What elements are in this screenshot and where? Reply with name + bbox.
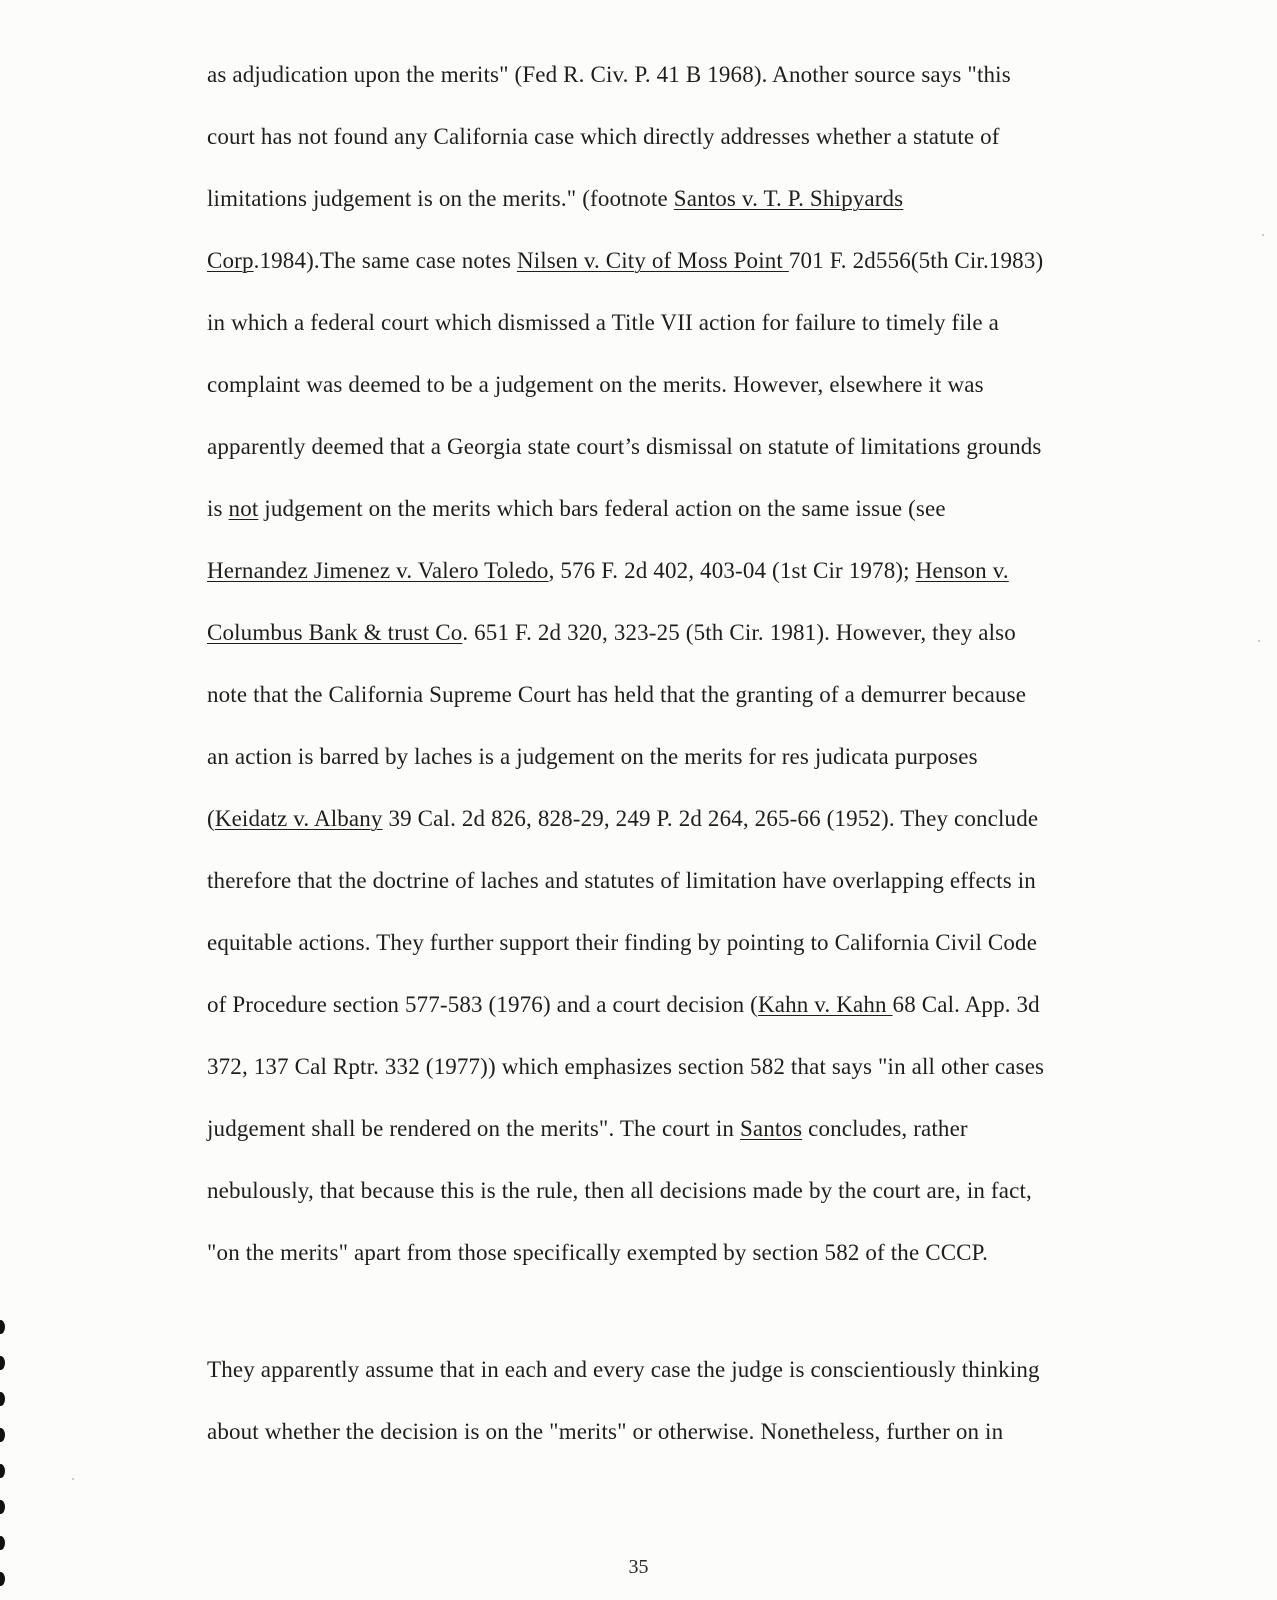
underlined-citation: Columbus Bank & trust Co [207,620,463,645]
text-line [207,1176,1032,1206]
text-segment: . 651 F. 2d 320, 323-25 (5th Cir. 1981). However, they also [462,620,1016,645]
text-line [207,1114,968,1144]
text-line [207,742,978,772]
text-segment: of Procedure section 577-583 (1976) and a court decision ( [207,992,758,1017]
text-segment: , 576 F. 2d 402, 403-04 (1st Cir 1978); [548,558,916,583]
text-segment: therefore that the doctrine of laches and statutes of limitation have overlapping effects in [207,868,1036,893]
text-segment: complaint was deemed to be a judgement on the merits. However, elsewhere it was [207,372,984,397]
text-segment: as adjudication upon the merits" (Fed R. Civ. P. 41 B 1968). Another source says "this [207,62,1011,87]
text-line [207,308,999,338]
text-line [207,804,1038,834]
text-line [207,432,1042,462]
underlined-citation: Henson v. [915,558,1009,583]
text-line [207,246,1043,276]
text-segment: is [207,496,229,521]
underlined-citation: Hernandez Jimenez v. Valero Toledo [207,558,549,583]
underlined-citation: Santos v. T. P. Shipyards [673,186,904,211]
text-line [207,370,984,400]
text-line [207,1417,1003,1447]
text-segment: limitations judgement is on the merits." (footnote [207,186,674,211]
text-line [207,556,1009,586]
text-segment: 701 F. 2d556(5th Cir.1983) [788,248,1044,273]
text-segment: nebulously, that because this is the rule, then all decisions made by the court are, in fact, [207,1178,1032,1203]
text-line [207,866,1036,896]
underlined-citation: Santos [739,1116,803,1141]
spiral-binding [0,1300,8,1600]
text-segment: note that the California Supreme Court has held that the granting of a demurrer because [207,682,1027,707]
text-segment: in which a federal court which dismissed a Title VII action for failure to timely file a [207,310,1000,335]
underlined-citation: Nilsen v. City of Moss Point [516,248,789,273]
text-segment: about whether the decision is on the "merits" or otherwise. Nonetheless, further on in [207,1419,1004,1444]
text-segment: judgement on the merits which bars federal action on the same issue (see [258,496,946,521]
text-segment: an action is barred by laches is a judgement on the merits for res judicata purposes [207,744,978,769]
text-line [207,990,1040,1020]
underlined-citation: Kahn v. Kahn [757,992,893,1017]
text-segment: apparently deemed that a Georgia state court’s dismissal on statute of limitations grounds [207,434,1042,459]
text-line [207,618,1016,648]
text-line [207,184,903,214]
text-segment: .1984).The same case notes [253,248,517,273]
text-line [207,1355,1040,1385]
text-line [207,928,1037,958]
text-segment: "on the merits" apart from those specifically exempted by section 582 of the CCCP. [207,1240,988,1265]
text-line [207,680,1026,710]
underlined-citation: Corp [207,248,254,273]
text-segment: 39 Cal. 2d 826, 828-29, 249 P. 2d 264, 265-66 (1952). They conclude [382,806,1039,831]
text-line [207,1238,988,1268]
text-line [207,494,946,524]
text-line [207,1052,1044,1082]
text-segment: equitable actions. They further support their finding by pointing to California Civil Code [207,930,1038,955]
text-segment: ( [207,806,215,831]
text-line [207,60,1011,90]
text-segment: They apparently assume that in each and every case the judge is conscientiously thinking [207,1357,1040,1382]
text-segment: concludes, rather [802,1116,968,1141]
text-segment: court has not found any California case which directly addresses whether a statute of [207,124,1000,149]
page-number: 35 [628,1556,649,1578]
underlined-citation: Keidatz v. Albany [214,806,383,831]
text-segment: 372, 137 Cal Rptr. 332 (1977)) which emphasizes section 582 that says "in all other cases [207,1054,1045,1079]
text-segment: judgement shall be rendered on the merits". The court in [207,1116,740,1141]
text-line [207,122,1000,152]
text-segment: 68 Cal. App. 3d [892,992,1040,1017]
underlined-citation: not [228,496,259,521]
